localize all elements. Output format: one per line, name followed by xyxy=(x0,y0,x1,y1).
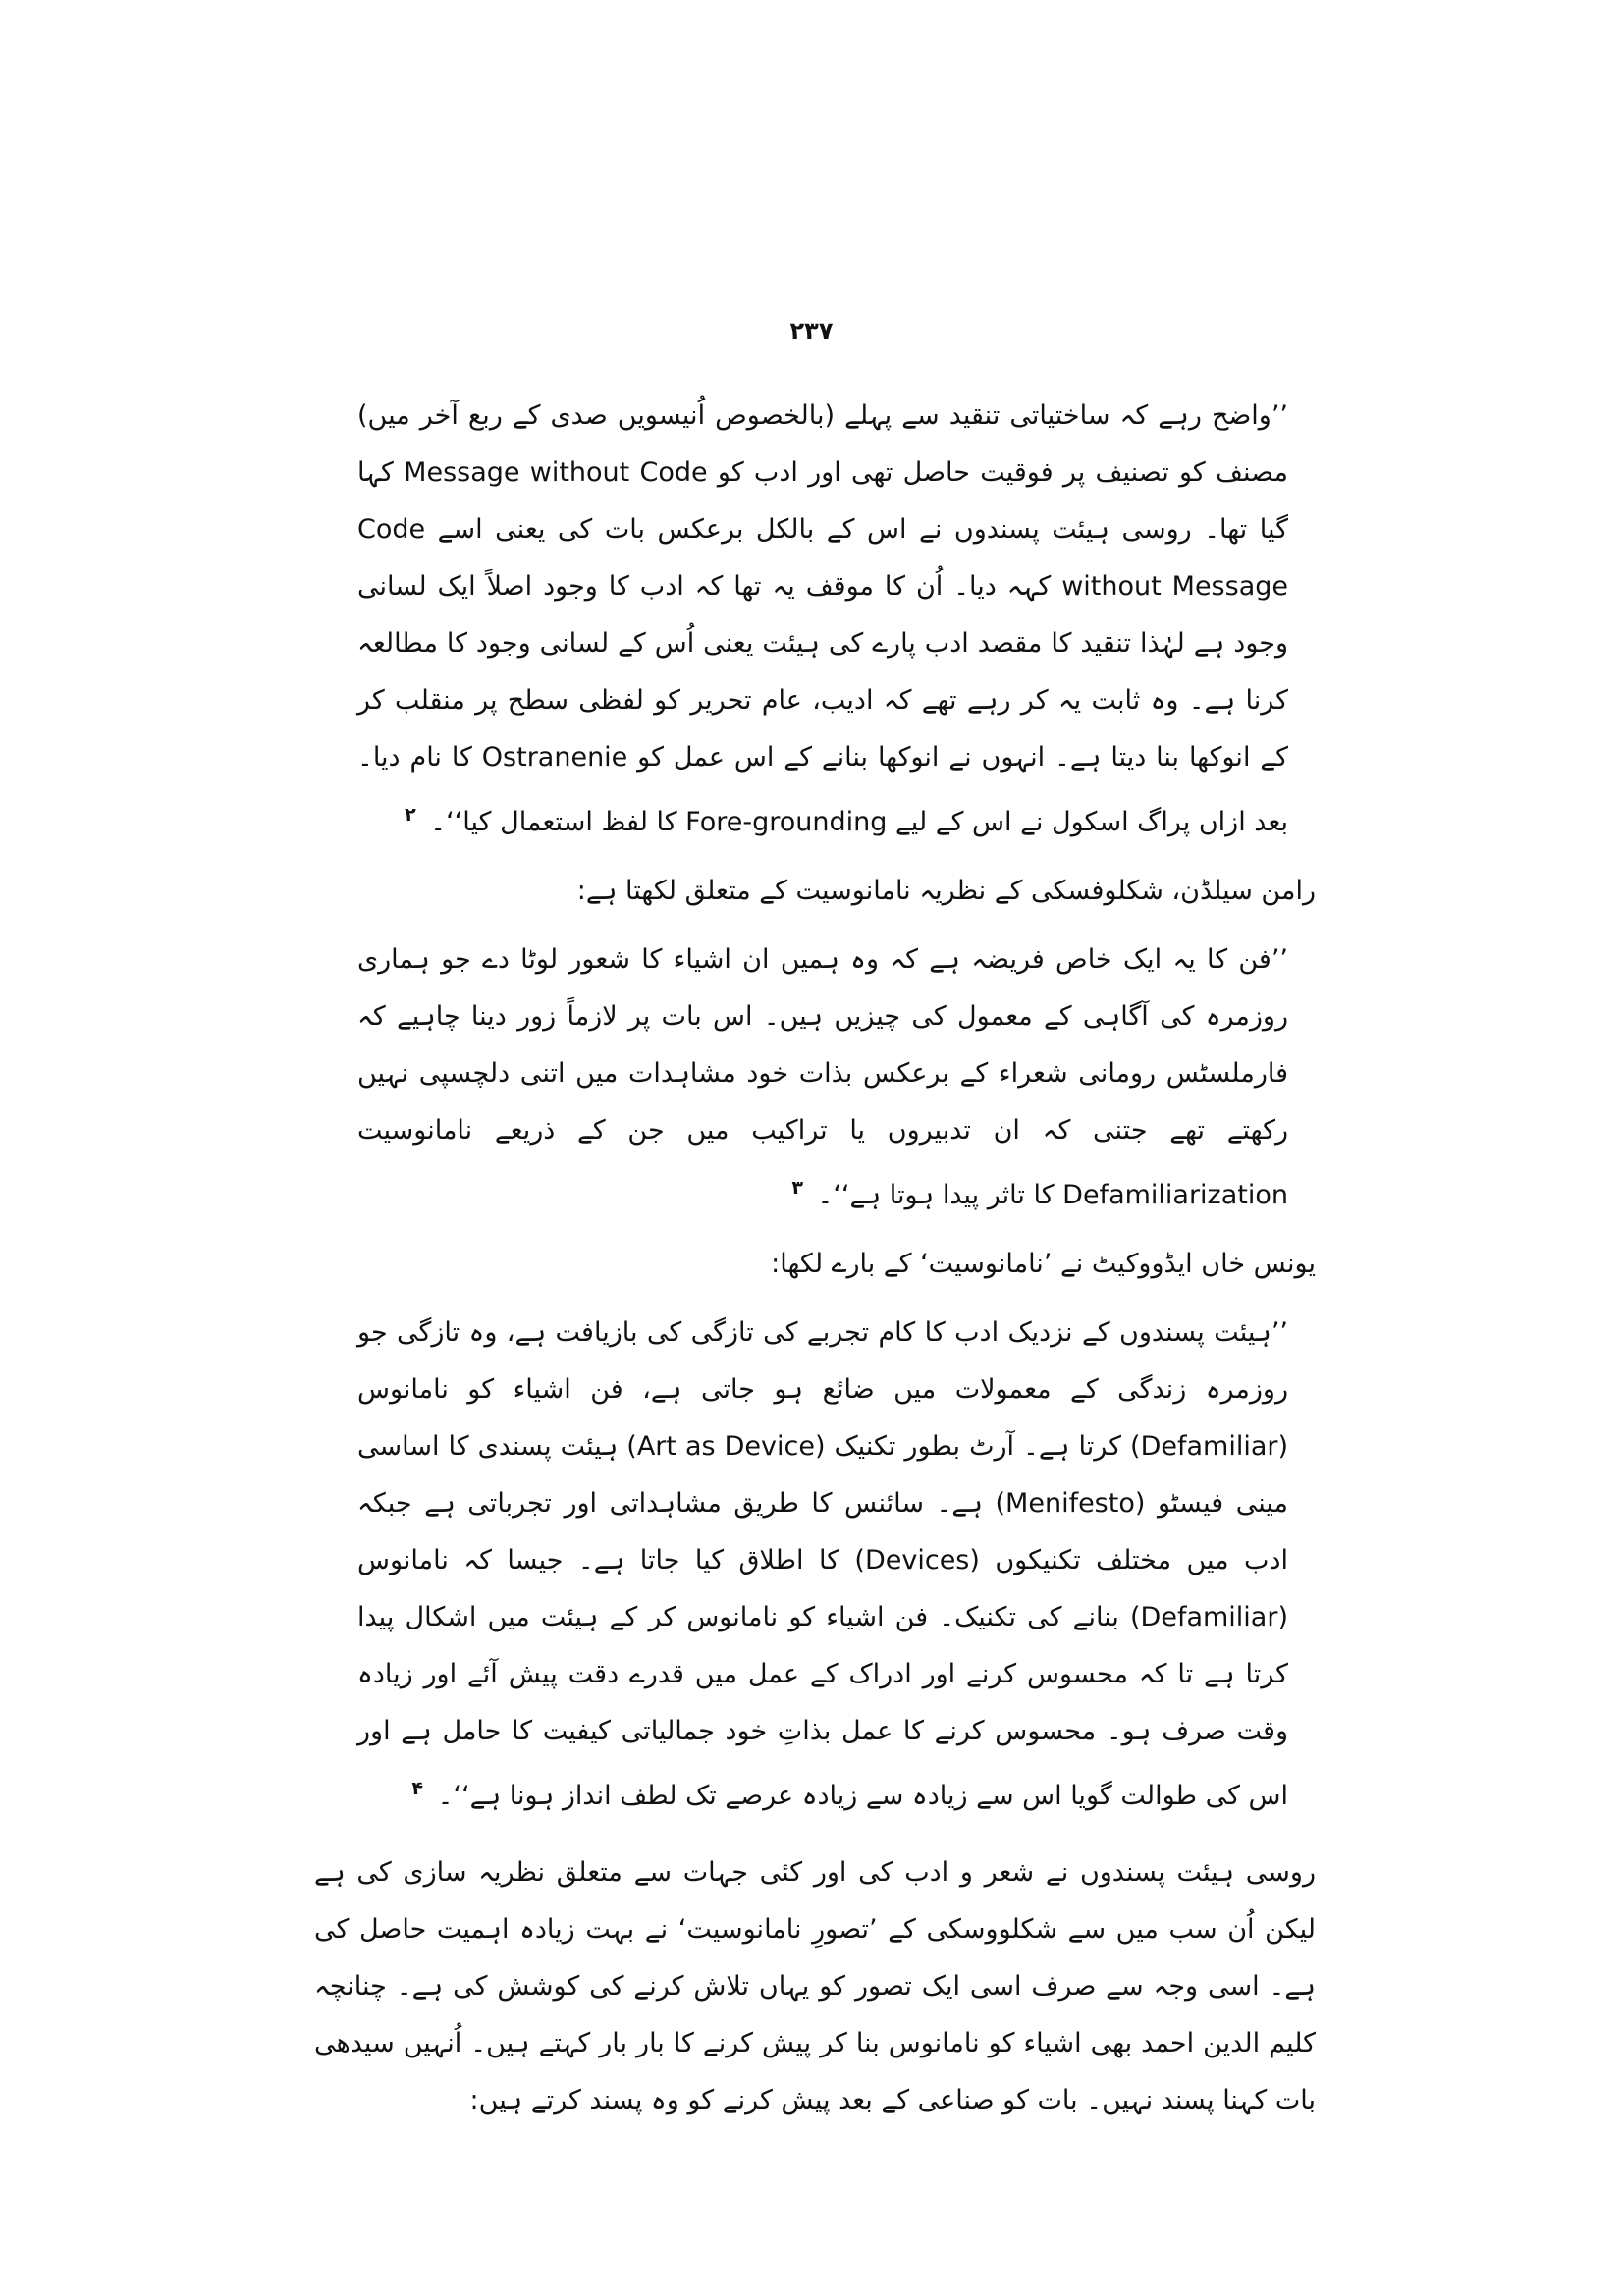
quote-3-introduction: یونس خاں ایڈووکیٹ نے ’نامانوسیت‘ کے بارے لکھا: xyxy=(771,1249,1316,1279)
closing-paragraph: روسی ہیئت پسندوں نے شعر و ادب کی اور کئی جہات سے متعلق نظریہ سازی کی ہے لیکن اُن سب میں سے شکلووسکی کے ’تصورِ نامانوسیت‘ نے بہت زیادہ اہمیت حاصل کی ہے۔ اسی وجہ سے صرف اسی ایک تصور کو یہاں تلاش کرنے کی کوشش کی ہے۔ چنانچہ کلیم الدین احمد بھی اشیاء کو نامانوس بنا کر پیش کرنے کا بار بار کہتے ہیں۔ اُنہیں سیدھی بات کہنا پسند نہیں۔ بات کو صناعی کے بعد پیش کرنے کو وہ پسند کرتے ہیں: xyxy=(314,1857,1316,2115)
quote-1-text: ’’واضح رہے کہ ساختیاتی تنقید سے پہلے (بالخصوص اُنیسویں صدی کے ربع آخر میں) مصنف کو تصنیف پر فوقیت حاصل تھی اور ادب کو Message without Code کہا گیا تھا۔ روسی ہیئت پسندوں نے اس کے بالکل برعکس بات کی یعنی اسے Code without Message کہہ دیا۔ اُن کا موقف یہ تھا کہ ادب کا وجود اصلاً ایک لسانی وجود ہے لہٰذا تنقید کا مقصد ادب پارے کی ہیئت یعنی اُس کے لسانی وجود کا مطالعہ کرنا ہے۔ وہ ثابت یہ کر رہے تھے کہ ادیب، عام تحریر کو لفظی سطح پر منقلب کر کے انوکھا بنا دیتا ہے۔ انہوں نے انوکھا بنانے کے اس عمل کو Ostranenie کا نام دیا۔ بعد ازاں پراگ اسکول نے اس کے لیے Fore-grounding کا لفظ استعمال کیا‘‘۔ xyxy=(357,400,1289,837)
block-quote-1 xyxy=(357,388,1288,851)
quote-3-text: ’’ہیئت پسندوں کے نزدیک ادب کا کام تجربے کی تازگی کی بازیافت ہے، وہ تازگی جو روزمرہ زندگی کے معمولات میں ضائع ہو جاتی ہے، فن اشیاء کو نامانوس (Defamiliar) کرتا ہے۔ آرٹ بطور تکنیک (Art as Device) ہیئت پسندی کا اساسی مینی فیسٹو (Menifesto) ہے۔ سائنس کا طریق مشاہداتی اور تجرباتی ہے جبکہ ادب میں مختلف تکنیکوں (Devices) کا اطلاق کیا جاتا ہے۔ جیسا کہ نامانوس (Defamiliar) بنانے کی تکنیک۔ فن اشیاء کو نامانوس کر کے ہیئت میں اشکال پیدا کرتا ہے تا کہ محسوس کرنے اور ادراک کے عمل میں قدرے دقت پیش آئے اور زیادہ وقت صرف ہو۔ محسوس کرنے کا عمل بذاتِ خود جمالیاتی کیفیت کا حامل ہے اور اس کی طوالت گویا اس سے زیادہ سے زیادہ عرصے تک لطف انداز ہونا ہے‘‘۔ xyxy=(357,1317,1289,1811)
page-number: ۲۳۷ xyxy=(789,317,834,345)
quote-2-introduction: رامن سیلڈن، شکلوفسکی کے نظریہ نامانوسیت کے متعلق لکھتا ہے: xyxy=(576,876,1316,906)
block-quote-3 xyxy=(357,1305,1288,1825)
page-body xyxy=(314,388,1316,2129)
block-quote-2 xyxy=(357,932,1288,1224)
footnote-marker-4: ۴ xyxy=(411,1778,423,1799)
footnote-marker-2: ۲ xyxy=(405,804,416,826)
quote-2-text: ’’فن کا یہ ایک خاص فریضہ ہے کہ وہ ہمیں ان اشیاء کا شعور لوٹا دے جو ہماری روزمرہ کی آگاہی کے معمول کی چیزیں ہیں۔ اس بات پر لازماً زور دینا چاہیے کہ فارملسٹس رومانی شعراء کے برعکس بذات خود مشاہدات میں اتنی دلچسپی نہیں رکھتے تھے جتنی کہ ان تدبیروں یا تراکیب میں جن کے ذریعے نامانوسیت Defamiliarization کا تاثر پیدا ہوتا ہے‘‘۔ xyxy=(357,944,1288,1210)
footnote-marker-3: ۳ xyxy=(791,1177,803,1199)
